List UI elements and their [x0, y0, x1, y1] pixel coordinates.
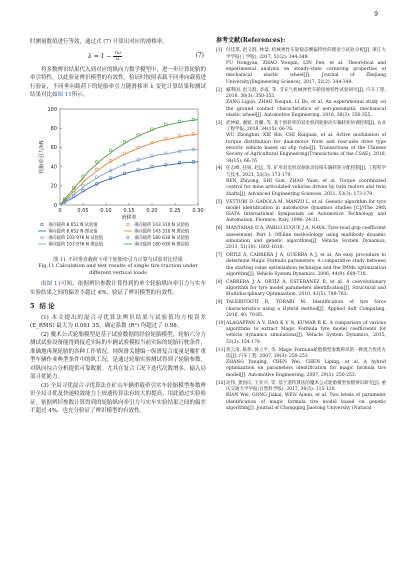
series-line [60, 133, 198, 204]
y-tick-label: 60 [50, 144, 57, 151]
y-tick-label: 20 [50, 183, 57, 190]
x-tick-label: 0.10 [100, 207, 112, 214]
paragraph-result [30, 280, 206, 297]
references-heading: 参考文献(References): [216, 37, 286, 44]
reference-text: ORTIZ A, CABRERA J A, GUERRA A J, et al. An easy procedure to determine Magic Formula parameters: A comparative study between the starting value optimization technique and the IMMa optimization algorithm[J]. Vehicle System Dynamics, 2006, 44(9): 689-718. [226, 253, 386, 277]
reference-text: CABRERA J A, ORTIZ A, ESTEBANEZ B, et al. A coevolutionary algorithm for tyre model parameters identification[J]. Structural and Multidisciplinary Optimization, 2010, 41(5): 749-763. [226, 279, 386, 298]
legend-label: 垂向载荷 180 630 N 理论值 [134, 242, 190, 247]
series-line [60, 149, 198, 205]
y-tick-label: 100 [47, 106, 57, 113]
reference-item [216, 48, 386, 86]
reference-list [216, 48, 386, 412]
y-tick-label: 40 [50, 163, 57, 170]
conclusion-2: (2) 魔术公式轮胎模型是基于试验数据的经验轮胎模型，轮胎六分力测试试验设备能得到接近实际的车辆试验模拟当前实际的轮胎行驶条件，准确地再现轮胎的各种工作情况。纯纵滑关键编一纵滑复合度量是魔扩重型车辆作业典型条件中的纵工况，是通过轮胎实验测试得到了轮胎参数，对纵向综合分析提供可靠数据。尤其在复合工况下迭代次数增多，输入局部寻优能力。 [30, 331, 207, 381]
intro-text: 时测量数值进行等效，通过式 (7) 计算出对应的滑移率。 [30, 39, 168, 45]
y-tick-label: 0 [53, 202, 57, 209]
reference-index: [3] [216, 120, 223, 126]
reference-index: [11] [216, 347, 226, 353]
reference-index: [1] [216, 48, 223, 54]
conclusion-1: (1) 本文提出的混合寻优算法辨识结果与试验值均方根误差 (E_RMS) 最大为 0.081 35，确定系数 (R²) 均超过了 0.98。 [30, 314, 206, 330]
reference-item [216, 381, 386, 412]
figure-caption-en: Fig.11 Calculation and test results of single tire traction under different vertical loads [38, 263, 198, 276]
reference-item [216, 121, 386, 165]
reference-text: 武仲斌, 谢斌, 肖璐, 等. 基于滑转率的双电机四轮驱动车辆转矩协调控制[J]. 农业工程学报, 2018, 34(15): 66-76. [226, 120, 386, 133]
reference-item [216, 200, 386, 225]
reference-index: [6] [216, 226, 223, 232]
reference-index: [8] [216, 279, 223, 285]
reference-item [216, 321, 386, 346]
section-title: 结 论 [39, 302, 55, 311]
reference-text: MANTARAS D A, PABLO LUQUE J A, NAVA. Tyre-road grip coefficient assessment. Part I: Off-line methodology using multibody dynamic simulation and genetic algorithms[J]. Vehicle System Dynamics, 2013, 51(10): 1603-1618. [226, 226, 386, 251]
reference-text: VETTURI D, GADOLA M, MANZO L, et al. Genetic algorithm for tyre model identification in automotive dynamics studies [C]//The 29th ISATA International Symposium on Automotive Technology and Automation, Florence. Italy, 1996: 24-31. [226, 199, 386, 224]
legend-swatch [127, 223, 130, 226]
x-tick-label: 0.05 [77, 207, 89, 214]
reference-text-en: ZHANG Yunqing, CHEN Wei, CHEN Liping, et al. A hybrid optimization on parameters identification for magic formula tire model[J]. Automotive Engineering, 2007, 29(3): 250-253. [226, 360, 386, 378]
reference-item [216, 280, 386, 299]
reference-item [216, 348, 386, 379]
reference-index: [9] [216, 300, 223, 306]
reference-text-en: REN Zhiyong, SHI Gon, ZHAO Yuan, et al. Torque coordinated control for mine articulated vehicles driven by twin motors and twin shafts[J]. Advanced Engineering Sciences, 2021, 53(3): 173-179. [226, 179, 386, 197]
reference-index: [4] [216, 166, 223, 172]
formula-number: (7) [195, 51, 204, 59]
formula-numerator: rω [114, 49, 121, 56]
paragraph-validation [30, 66, 206, 100]
x-tick-label: 0.30 [192, 207, 204, 214]
page-number: 9 [374, 11, 378, 18]
formula-fraction [113, 51, 121, 62]
references-column [216, 38, 386, 414]
reference-index: [10] [216, 320, 226, 326]
reference-text: 边伟, 龚国庆, 王亚兴, 等. 基于遗传算法的魔术公式轮胎模型参数辨识研究[J]. 重庆交通大学学报(自然科学版), 2017, 36(5): 115-120. [226, 380, 386, 392]
legend-label: 垂向载荷 180 630 N 试验值 [134, 235, 190, 241]
section-number: 5 [30, 302, 35, 311]
legend-swatch [41, 223, 44, 226]
series-line [60, 161, 198, 204]
reference-index: [2] [216, 87, 223, 93]
reference-item [216, 166, 386, 197]
reference-item [216, 300, 386, 319]
legend-label: 垂向载荷 8 652 N 试验值 [48, 222, 98, 228]
reference-index: [5] [216, 199, 223, 205]
figure-link-2[interactable]: 图 11 [46, 281, 61, 288]
x-tick-label: 0.15 [123, 207, 135, 214]
legend-label: 垂向载荷 103 976 N 理论值 [48, 242, 104, 247]
legend-swatch [41, 236, 44, 239]
legend-label: 垂向载荷 143 310 N 理论值 [134, 229, 190, 234]
legend-swatch [127, 236, 130, 239]
x-tick-label: 0.25 [169, 207, 181, 214]
figure-caption-cn: 图 11 不同垂直载荷下单个轮胎牵引力计算与试验对比结果 [53, 256, 183, 263]
data-point [109, 148, 112, 151]
figure-link[interactable]: 图 11 [57, 92, 72, 98]
formula-7 [30, 49, 206, 63]
paragraph-validation-text: 将多数辨识结果代入到对应的纵向力数学模型中，进一步计算轮胎的牵引特性，以此验证辨识模型的有效性。验证时按照表载不同垂向载荷进行验证，不同垂向载荷下的轮胎牵引力随滑移率 λ 变化计算结果和测试结果对比如 [30, 66, 207, 98]
paragraph-result-pre: 由 [41, 281, 47, 288]
y-tick-label: 80 [50, 125, 57, 132]
left-column [30, 38, 206, 416]
x-axis-label: 滑移率 [121, 214, 137, 221]
reference-index: [12] [216, 380, 226, 386]
legend-label: 垂向载荷 8 652 N 理论值 [48, 229, 98, 234]
conclusion-3: (3) 全局寻优混合寻优算法在矿山车辆重载牵引实车轮胎模型参数辨识全局寻优及快速收敛能力上较遗传算法有较大的提高。用此通过实验验证，依据辨识参数计算得到的轮胎纵向牵引力与实车实验结果之间的偏差不超过 4%，也充分验证了辨识模型的有效性。 [30, 382, 207, 415]
reference-text: 任志峰, 任锐, 赵远, 等. 矿用双电机双驱驱动铰接车辆转矩分配控制[J]. 工程科学与技术, 2021, 53(3): 173-179. [226, 166, 386, 178]
y-axis-label: 轮胎牵引力/kN [39, 139, 45, 174]
reference-item [216, 253, 386, 278]
formula-denominator: u [115, 55, 120, 62]
reference-text: TALEBITOOTI R, TORABI M. Identification of tire force characteristics using a Hybrid method[J]. Applied Soft Computing, 2016, 40: 70-85. [226, 300, 386, 318]
reference-item [216, 88, 386, 119]
series-line [60, 119, 198, 204]
x-tick-label: 0.20 [146, 207, 158, 214]
reference-text-en: WU Zhongbin, XIE Bin, CHI Ruiguan, et al. Active modulation of torque distribution for dual-motor front and rear-axle drive type electric vehicle based on slip ratio[J]. Transactions of the Chinese Society of Agricultural Engineering(Transactions of the CSAE), 2018, 34(15): 66-76. [226, 133, 386, 164]
traction-chart [30, 103, 206, 255]
reference-text-en: ZANG Liguo, ZHAO Youqun, LI Bo, et al. An experimental study on the ground contact characteristics of non-pneumatic mechanical elastic wheel[J]. Automotive Engineering, 2016, 38(3): 350-355. [226, 100, 386, 118]
reference-text: 付佳琪, 赵又群, 林棻. 机械弹性车轮稳态侧偏特性的理论与试验分析[J]. 浙江大学学报(工学版), 2017, 51(2): 344-349. [226, 48, 386, 60]
x-tick-label: 0 [58, 207, 62, 214]
plot-frame [60, 109, 198, 205]
reference-text: ALAGAPPAN A V, RAO K V N, KUMAR R K. A comparison of various algorithms to extract Magic Formula tyre model coefficients for vehicle dynamics simulations[J]. Vehicle System Dynamics, 2015, 53(2): 154-178. [226, 320, 386, 345]
formula-expression [88, 51, 122, 62]
reference-item [216, 226, 386, 251]
section-heading [30, 302, 206, 311]
traction-chart-svg [30, 103, 206, 255]
reference-index: [7] [216, 253, 223, 259]
paragraph-result-post: 可知，依据辨识参数计算得到的单个轮胎纵向牵引力与实车实验结果之间的偏差不超过 4%，验证了辨识模型的有效性。 [30, 281, 206, 296]
legend-label: 垂向载荷 103 976 N 试验值 [48, 235, 104, 241]
reference-text: 臧利国, 赵又群, 李波, 等. 非充气机械弹性车轮接地特性试验研究[J]. 汽车工程, 2016, 38(3): 350-355. [226, 87, 386, 99]
formula-lhs: λ = 1 − [88, 52, 112, 60]
paragraph-validation-tail: 所示。 [71, 92, 89, 98]
reference-text: 蒋云清, 陈伟, 陈立平, 等. Magic Formula轮胎模型参数辨识的一种混合优化方法[J]. 汽车工程, 2007, 29(3): 250-253. [226, 347, 386, 359]
legend-label: 垂向载荷 143 310 N 试验值 [134, 222, 190, 228]
reference-text-en: FU Hongyan, ZHAO Youqun, LIN Fen, et al. Theoretical and experimental analysis on steady-state cornering properties of mechanical elastic wheel[J]. Journal of Zhejiang University(Engineering Science), 2017, 51(2): 344-349. [226, 60, 386, 85]
reference-text-en: BIAN Wei, GONG Jiakai, WEN Aimin, et al. Two levels of parameter identification of magic formula tire model based on genetic algorithm[J]. Journal of Chongqing Jiaotong University (Natural [226, 393, 386, 411]
